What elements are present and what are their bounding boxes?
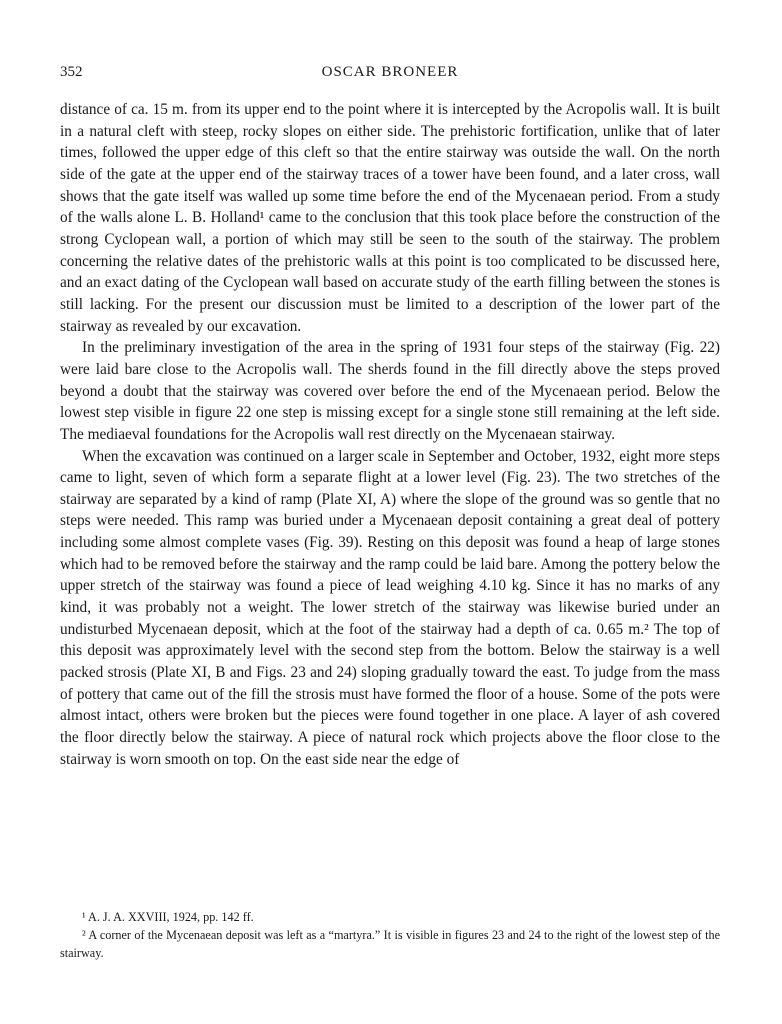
footnote: ² A corner of the Mycenaean deposit was left as a “martyra.” It is visible in figures 23 and 24 to the right of the lowest step of the stairway. <box>60 928 720 960</box>
paragraph: distance of ca. 15 m. from its upper end to the point where it is intercepted by the Acropolis wall. It is built in a natural cleft with steep, rocky slopes on either side. The prehistoric fortification, unlike that of later times, followed the upper edge of this cleft so that the entire stairway was outside the wall. On the north side of the gate at the upper end of the stairway traces of a tower have been found, and a later cross, wall shows that the gate itself was walled up some time before the end of the Mycenaean period. From a study of the walls alone L. B. Holland¹ came to the conclusion that this took place before the construction of the strong Cyclopean wall, a portion of which may still be seen to the south of the stairway. The problem concerning the relative dates of the prehistoric walls at this point is too complicated to be discussed here, and an exact dating of the Cyclopean wall based on accurate study of the earth filling between the stones is still lacking. For the present our discussion must be limited to a description of the lower part of the stairway as revealed by our excavation. <box>60 101 720 335</box>
page-number: 352 <box>60 64 83 80</box>
paragraph: In the preliminary investigation of the area in the spring of 1931 four steps of the stairway (Fig. 22) were laid bare close to the Acropolis wall. The sherds found in the fill directly above the steps proved beyond a doubt that the stairway was covered over before the end of the Mycenaean period. Below the lowest step visible in figure 22 one step is missing except for a single stone still remaining at the left side. The mediaeval foundations for the Acropolis wall rest directly on the Mycenaean stairway. <box>60 339 720 443</box>
page-header <box>60 64 720 86</box>
footnote: ¹ A. J. A. XXVIII, 1924, pp. 142 ff. <box>82 910 254 924</box>
paragraph: When the excavation was continued on a larger scale in September and October, 1932, eight more steps came to light, seven of which form a separate flight at a lower level (Fig. 23). The two stretches of the stairway are separated by a kind of ramp (Plate XI, A) where the slope of the ground was so gentle that no steps were needed. This ramp was buried under a Mycenaean deposit containing a great deal of pottery including some almost complete vases (Fig. 39). Resting on this deposit was found a heap of large stones which had to be removed before the stairway and the ramp could be laid bare. Among the pottery below the upper stretch of the stairway was found a piece of lead weighing 4.10 kg. Since it has no marks of any kind, it was probably not a weight. The lower stretch of the stairway was likewise buried under an undisturbed Mycenaean deposit, which at the foot of the stairway had a depth of ca. 0.65 m.² The top of this deposit was approximately level with the second step from the bottom. Below the stairway is a well packed strosis (Plate XI, B and Figs. 23 and 24) sloping gradually toward the east. To judge from the mass of pottery that came out of the fill the strosis must have formed the floor of a house. Some of the pots were almost intact, others were broken but the pieces were found together in one place. A layer of ash covered the floor directly below the stairway. A piece of natural rock which projects above the floor close to the stairway is worn smooth on top. On the east side near the edge of <box>60 447 720 768</box>
body-text <box>60 99 720 770</box>
running-head: OSCAR BRONEER <box>321 64 459 80</box>
footnotes <box>60 908 720 962</box>
